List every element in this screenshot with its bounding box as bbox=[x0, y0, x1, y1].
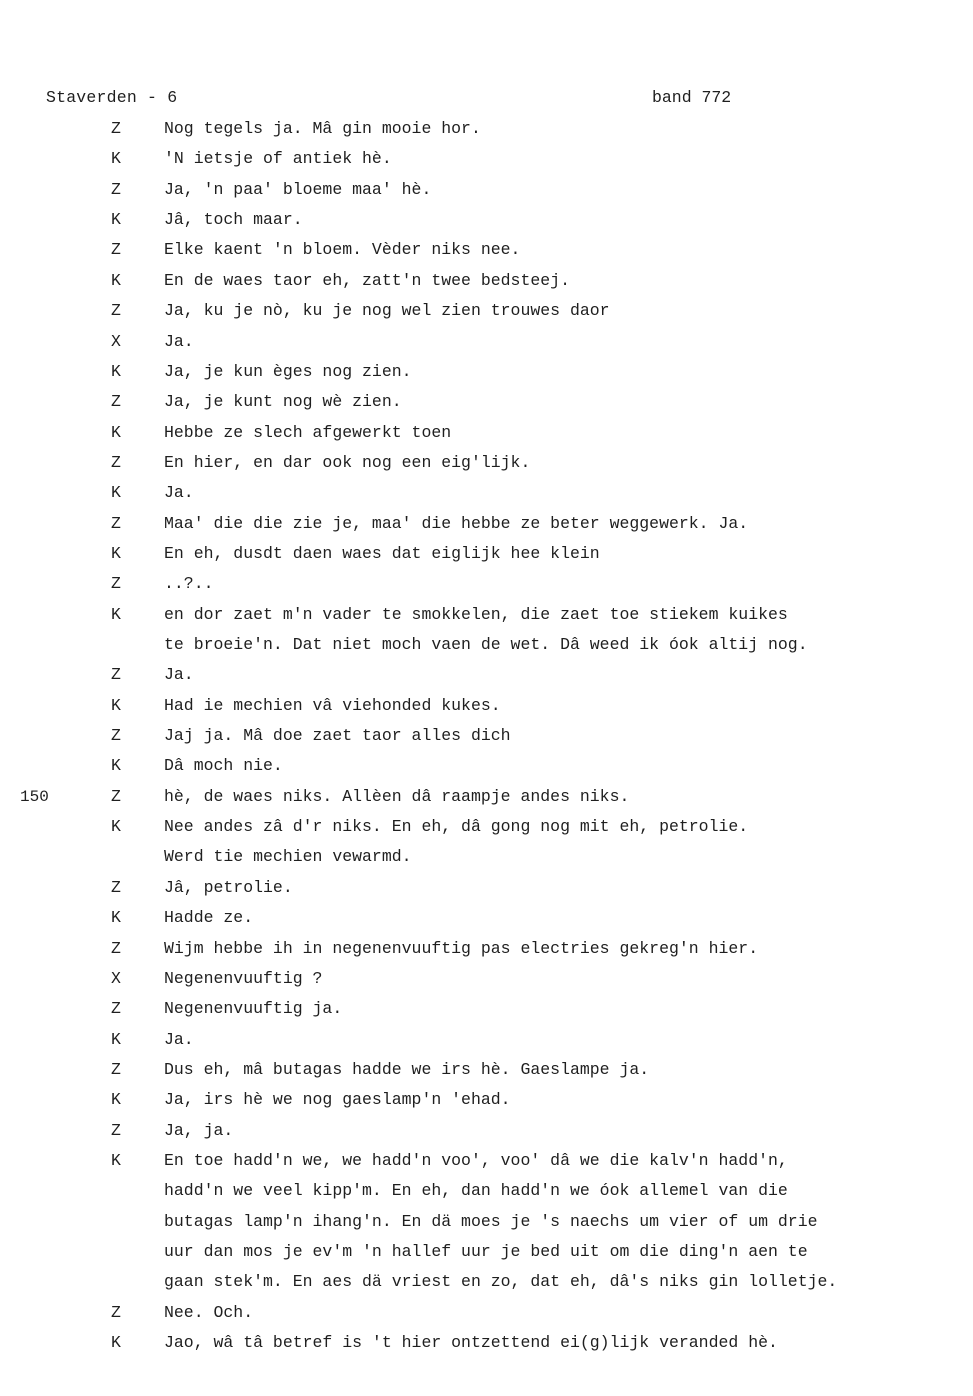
speaker-label: K bbox=[111, 543, 121, 563]
speaker-label: Z bbox=[111, 301, 121, 321]
speaker-label: Z bbox=[111, 1302, 121, 1322]
utterance-text: Had ie mechien vâ viehonded kukes. bbox=[164, 695, 501, 715]
speaker-label: K bbox=[111, 756, 121, 776]
speaker-label: Z bbox=[111, 938, 121, 958]
speaker-label: K bbox=[111, 1029, 121, 1049]
utterance-text: Ja. bbox=[164, 331, 194, 351]
speaker-label: Z bbox=[111, 877, 121, 897]
speaker-label: Z bbox=[111, 786, 121, 806]
speaker-label: Z bbox=[111, 392, 121, 412]
utterance-text: Dâ moch nie. bbox=[164, 756, 283, 776]
utterance-text: en dor zaet m'n vader te smokkelen, die zaet toe stiekem kuikes bbox=[164, 604, 788, 624]
speaker-label: K bbox=[111, 604, 121, 624]
utterance-text: Hebbe ze slech afgewerkt toen bbox=[164, 422, 452, 442]
speaker-label: Z bbox=[111, 240, 121, 260]
speaker-label: Z bbox=[111, 119, 121, 138]
speaker-label: K bbox=[111, 422, 121, 442]
utterance-text: Ja, irs hè we nog gaeslamp'n 'ehad. bbox=[164, 1090, 511, 1110]
utterance-text: gaan stek'm. En aes dä vriest en zo, dat eh, dâ's niks gin lolletje. bbox=[164, 1272, 838, 1292]
speaker-label: K bbox=[111, 1150, 121, 1170]
utterance-text: Ja, ja. bbox=[164, 1120, 234, 1140]
utterance-text: Elke kaent 'n bloem. Vèder niks nee. bbox=[164, 240, 521, 260]
speaker-label: Z bbox=[111, 179, 121, 199]
speaker-label: X bbox=[111, 331, 121, 351]
utterance-text: En hier, en dar ook nog een eig'lijk. bbox=[164, 452, 531, 472]
utterance-text: En toe hadd'n we, we hadd'n voo', voo' dâ we die kalv'n hadd'n, bbox=[164, 1150, 788, 1170]
utterance-text: Maa' die die zie je, maa' die hebbe ze beter weggewerk. Ja. bbox=[164, 513, 749, 533]
speaker-label: Z bbox=[111, 513, 121, 533]
speaker-label: K bbox=[111, 270, 121, 290]
utterance-text: Jao, wâ tâ betref is 't hier ontzettend ei(g)lijk veranded hè. bbox=[164, 1333, 778, 1352]
header-place: Staverden - 6 bbox=[46, 88, 178, 107]
speaker-label: K bbox=[111, 149, 121, 169]
utterance-text: Wijm hebbe ih in negenenvuuftig pas electries gekreg'n hier. bbox=[164, 938, 759, 958]
utterance-text: Jâ, petrolie. bbox=[164, 877, 293, 897]
utterance-text: 'N ietsje of antiek hè. bbox=[164, 149, 392, 169]
utterance-text: butagas lamp'n ihang'n. En dä moes je 's naechs um vier of um drie bbox=[164, 1211, 818, 1231]
speaker-label: Z bbox=[111, 452, 121, 472]
utterance-text: Ja, je kunt nog wè zien. bbox=[164, 392, 402, 412]
utterance-text: Jâ, toch maar. bbox=[164, 210, 303, 230]
speaker-label: K bbox=[111, 908, 121, 928]
speaker-label: Z bbox=[111, 574, 121, 594]
utterance-text: Negenenvuuftig ja. bbox=[164, 999, 343, 1019]
speaker-label: K bbox=[111, 483, 121, 503]
speaker-label: Z bbox=[111, 1059, 121, 1079]
line-number: 150 bbox=[20, 787, 49, 806]
utterance-text: te broeie'n. Dat niet moch vaen de wet. Dâ weed ik óok altij nog. bbox=[164, 635, 808, 654]
utterance-text: En de waes taor eh, zatt'n twee bedsteej. bbox=[164, 270, 570, 290]
utterance-text: Ja, je kun èges nog zien. bbox=[164, 361, 412, 381]
utterance-text: hè, de waes niks. Allèen dâ raampje andes niks. bbox=[164, 786, 630, 806]
utterance-text: Ja, 'n paa' bloeme maa' hè. bbox=[164, 179, 432, 199]
speaker-label: Z bbox=[111, 1120, 121, 1140]
speaker-label: X bbox=[111, 968, 121, 988]
speaker-label: K bbox=[111, 695, 121, 715]
header-band: band 772 bbox=[652, 88, 732, 107]
utterance-text: Ja. bbox=[164, 1029, 194, 1049]
utterance-text: Negenenvuuftig ? bbox=[164, 968, 323, 988]
speaker-label: K bbox=[111, 1333, 121, 1352]
utterance-text: Ja. bbox=[164, 483, 194, 503]
speaker-label: K bbox=[111, 1090, 121, 1110]
speaker-label: Z bbox=[111, 665, 121, 685]
speaker-label: Z bbox=[111, 999, 121, 1019]
utterance-text: ..?.. bbox=[164, 574, 214, 594]
utterance-text: hadd'n we veel kipp'm. En eh, dan hadd'n we óok allemel van die bbox=[164, 1181, 788, 1201]
utterance-text: uur dan mos je ev'm 'n hallef uur je bed uit om die ding'n aen te bbox=[164, 1242, 808, 1261]
utterance-text: En eh, dusdt daen waes dat eiglijk hee klein bbox=[164, 543, 600, 563]
utterance-text: Ja. bbox=[164, 665, 194, 685]
speaker-label: K bbox=[111, 817, 121, 837]
utterance-text: Ja, ku je nò, ku je nog wel zien trouwes daor bbox=[164, 301, 610, 321]
utterance-text: Nee andes zâ d'r niks. En eh, dâ gong nog mit eh, petrolie. bbox=[164, 817, 749, 837]
utterance-text: Werd tie mechien vewarmd. bbox=[164, 847, 412, 867]
speaker-label: Z bbox=[111, 726, 121, 745]
utterance-text: Dus eh, mâ butagas hadde we irs hè. Gaeslampe ja. bbox=[164, 1059, 650, 1079]
speaker-label: K bbox=[111, 210, 121, 230]
utterance-text: Hadde ze. bbox=[164, 908, 254, 928]
utterance-text: Nog tegels ja. Mâ gin mooie hor. bbox=[164, 119, 481, 138]
utterance-text: Jaj ja. Mâ doe zaet taor alles dich bbox=[164, 726, 511, 745]
utterance-text: Nee. Och. bbox=[164, 1302, 254, 1322]
speaker-label: K bbox=[111, 361, 121, 381]
